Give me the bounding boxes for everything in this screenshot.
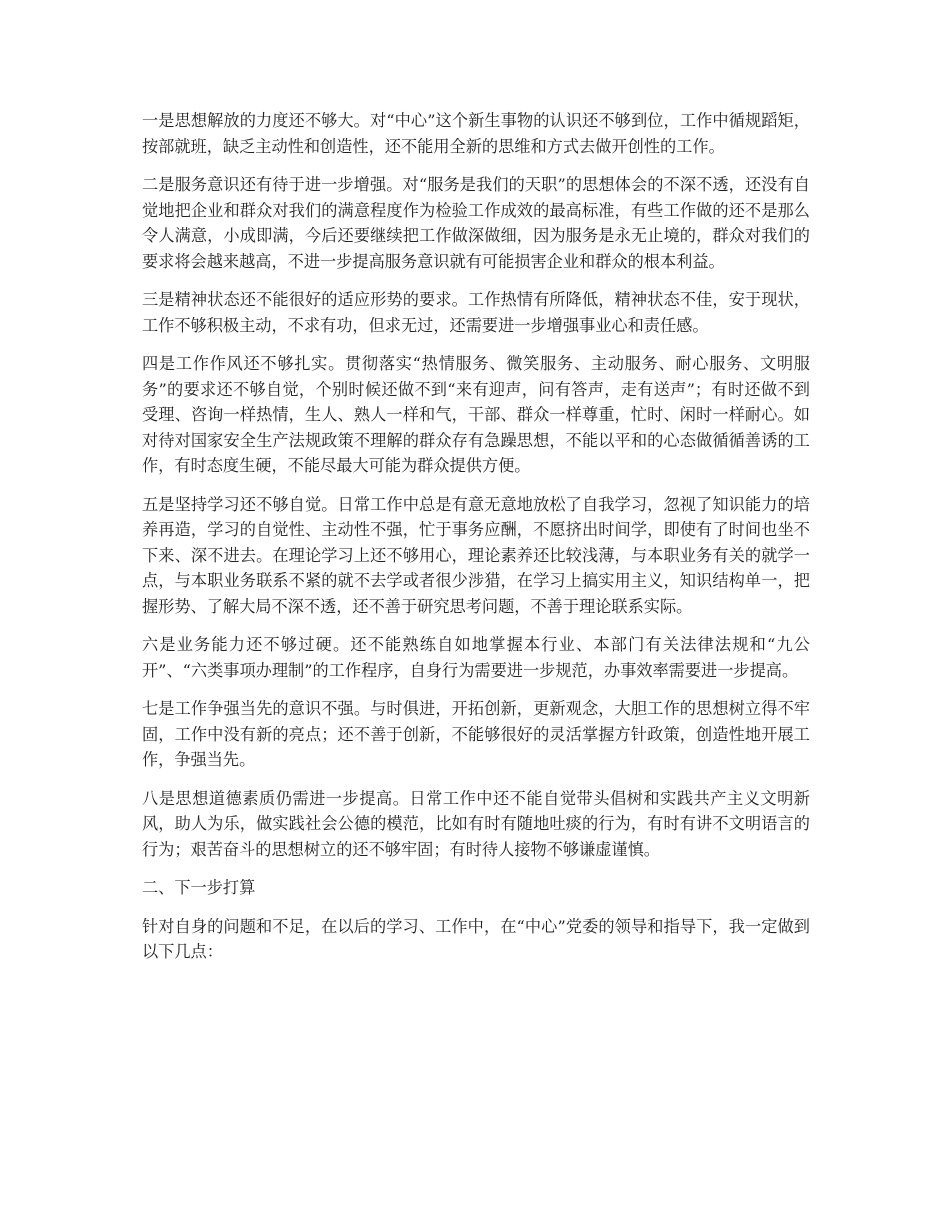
section-heading: 二、下一步打算: [142, 878, 256, 897]
document-page: [142, 108, 810, 978]
paragraph-2: 二是服务意识还有待于进一步增强。对“服务是我们的天职”的思想体会的不深不透，还没有自觉地把企业和群众对我们的满意程度作为检验工作成效的最高标准，有些工作做的还不是那么令人满意，小成即满，今后还要继续把工作做深做细，因为服务是永无止境的，群众对我们的要求将会越来越高，不进一步提高服务意识就有可能损害企业和群众的根本利益。: [142, 175, 810, 271]
paragraph-4: 四是工作作风还不够扎实。贯彻落实“热情服务、微笑服务、主动服务、耐心服务、文明服务”的要求还不够自觉，个别时候还做不到“来有迎声，问有答声，走有送声”；有时还做不到受理、咨询一样热情，生人、熟人一样和气，干部、群众一样尊重，忙时、闲时一样耐心。如对待对国家安全生产法规政策不理解的群众存有急躁思想，不能以平和的心态做循循善诱的工作，有时态度生硬，不能尽最大可能为群众提供方便。: [142, 354, 810, 475]
paragraph-1: 一是思想解放的力度还不够大。对“中心”这个新生事物的认识还不够到位，工作中循规蹈矩，按部就班，缺乏主动性和创造性，还不能用全新的思维和方式去做开创性的工作。: [142, 111, 810, 156]
closing-paragraph: 针对自身的问题和不足，在以后的学习、工作中，在“中心”党委的领导和指导下，我一定做到以下几点：: [142, 916, 810, 961]
paragraph-8: 八是思想道德素质仍需进一步提高。日常工作中还不能自觉带头倡树和实践共产主义文明新风，助人为乐，做实践社会公德的模范，比如有时有随地吐痰的行为，有时有讲不文明语言的行为；艰苦奋斗的思想树立的还不够牢固；有时待人接物不够谦虚谨慎。: [142, 788, 810, 859]
paragraph-5: 五是坚持学习还不够自觉。日常工作中总是有意无意地放松了自我学习，忽视了知识能力的培养再造，学习的自觉性、主动性不强，忙于事务应酬，不愿挤出时间学，即使有了时间也坐不下来、深不进去。在理论学习上还不够用心，理论素养还比较浅薄，与本职业务有关的就学一点，与本职业务联系不紧的就不去学或者很少涉猎，在学习上搞实用主义，知识结构单一，把握形势、了解大局不深不透，还不善于研究思考问题，不善于理论联系实际。: [142, 494, 810, 616]
paragraph-6: 六是业务能力还不够过硬。还不能熟练自如地掌握本行业、本部门有关法律法规和“九公开”、“六类事项办理制”的工作程序，自身行为需要进一步规范，办事效率需要进一步提高。: [142, 635, 810, 680]
paragraph-7: 七是工作争强当先的意识不强。与时俱进，开拓创新，更新观念，大胆工作的思想树立得不牢固，工作中没有新的亮点；还不善于创新，不能够很好的灵活掌握方针政策，创造性地开展工作，争强当先。: [142, 699, 810, 769]
paragraph-3: 三是精神状态还不能很好的适应形势的要求。工作热情有所降低，精神状态不佳，安于现状，工作不够积极主动，不求有功，但求无过，还需要进一步增强事业心和责任感。: [142, 290, 810, 335]
